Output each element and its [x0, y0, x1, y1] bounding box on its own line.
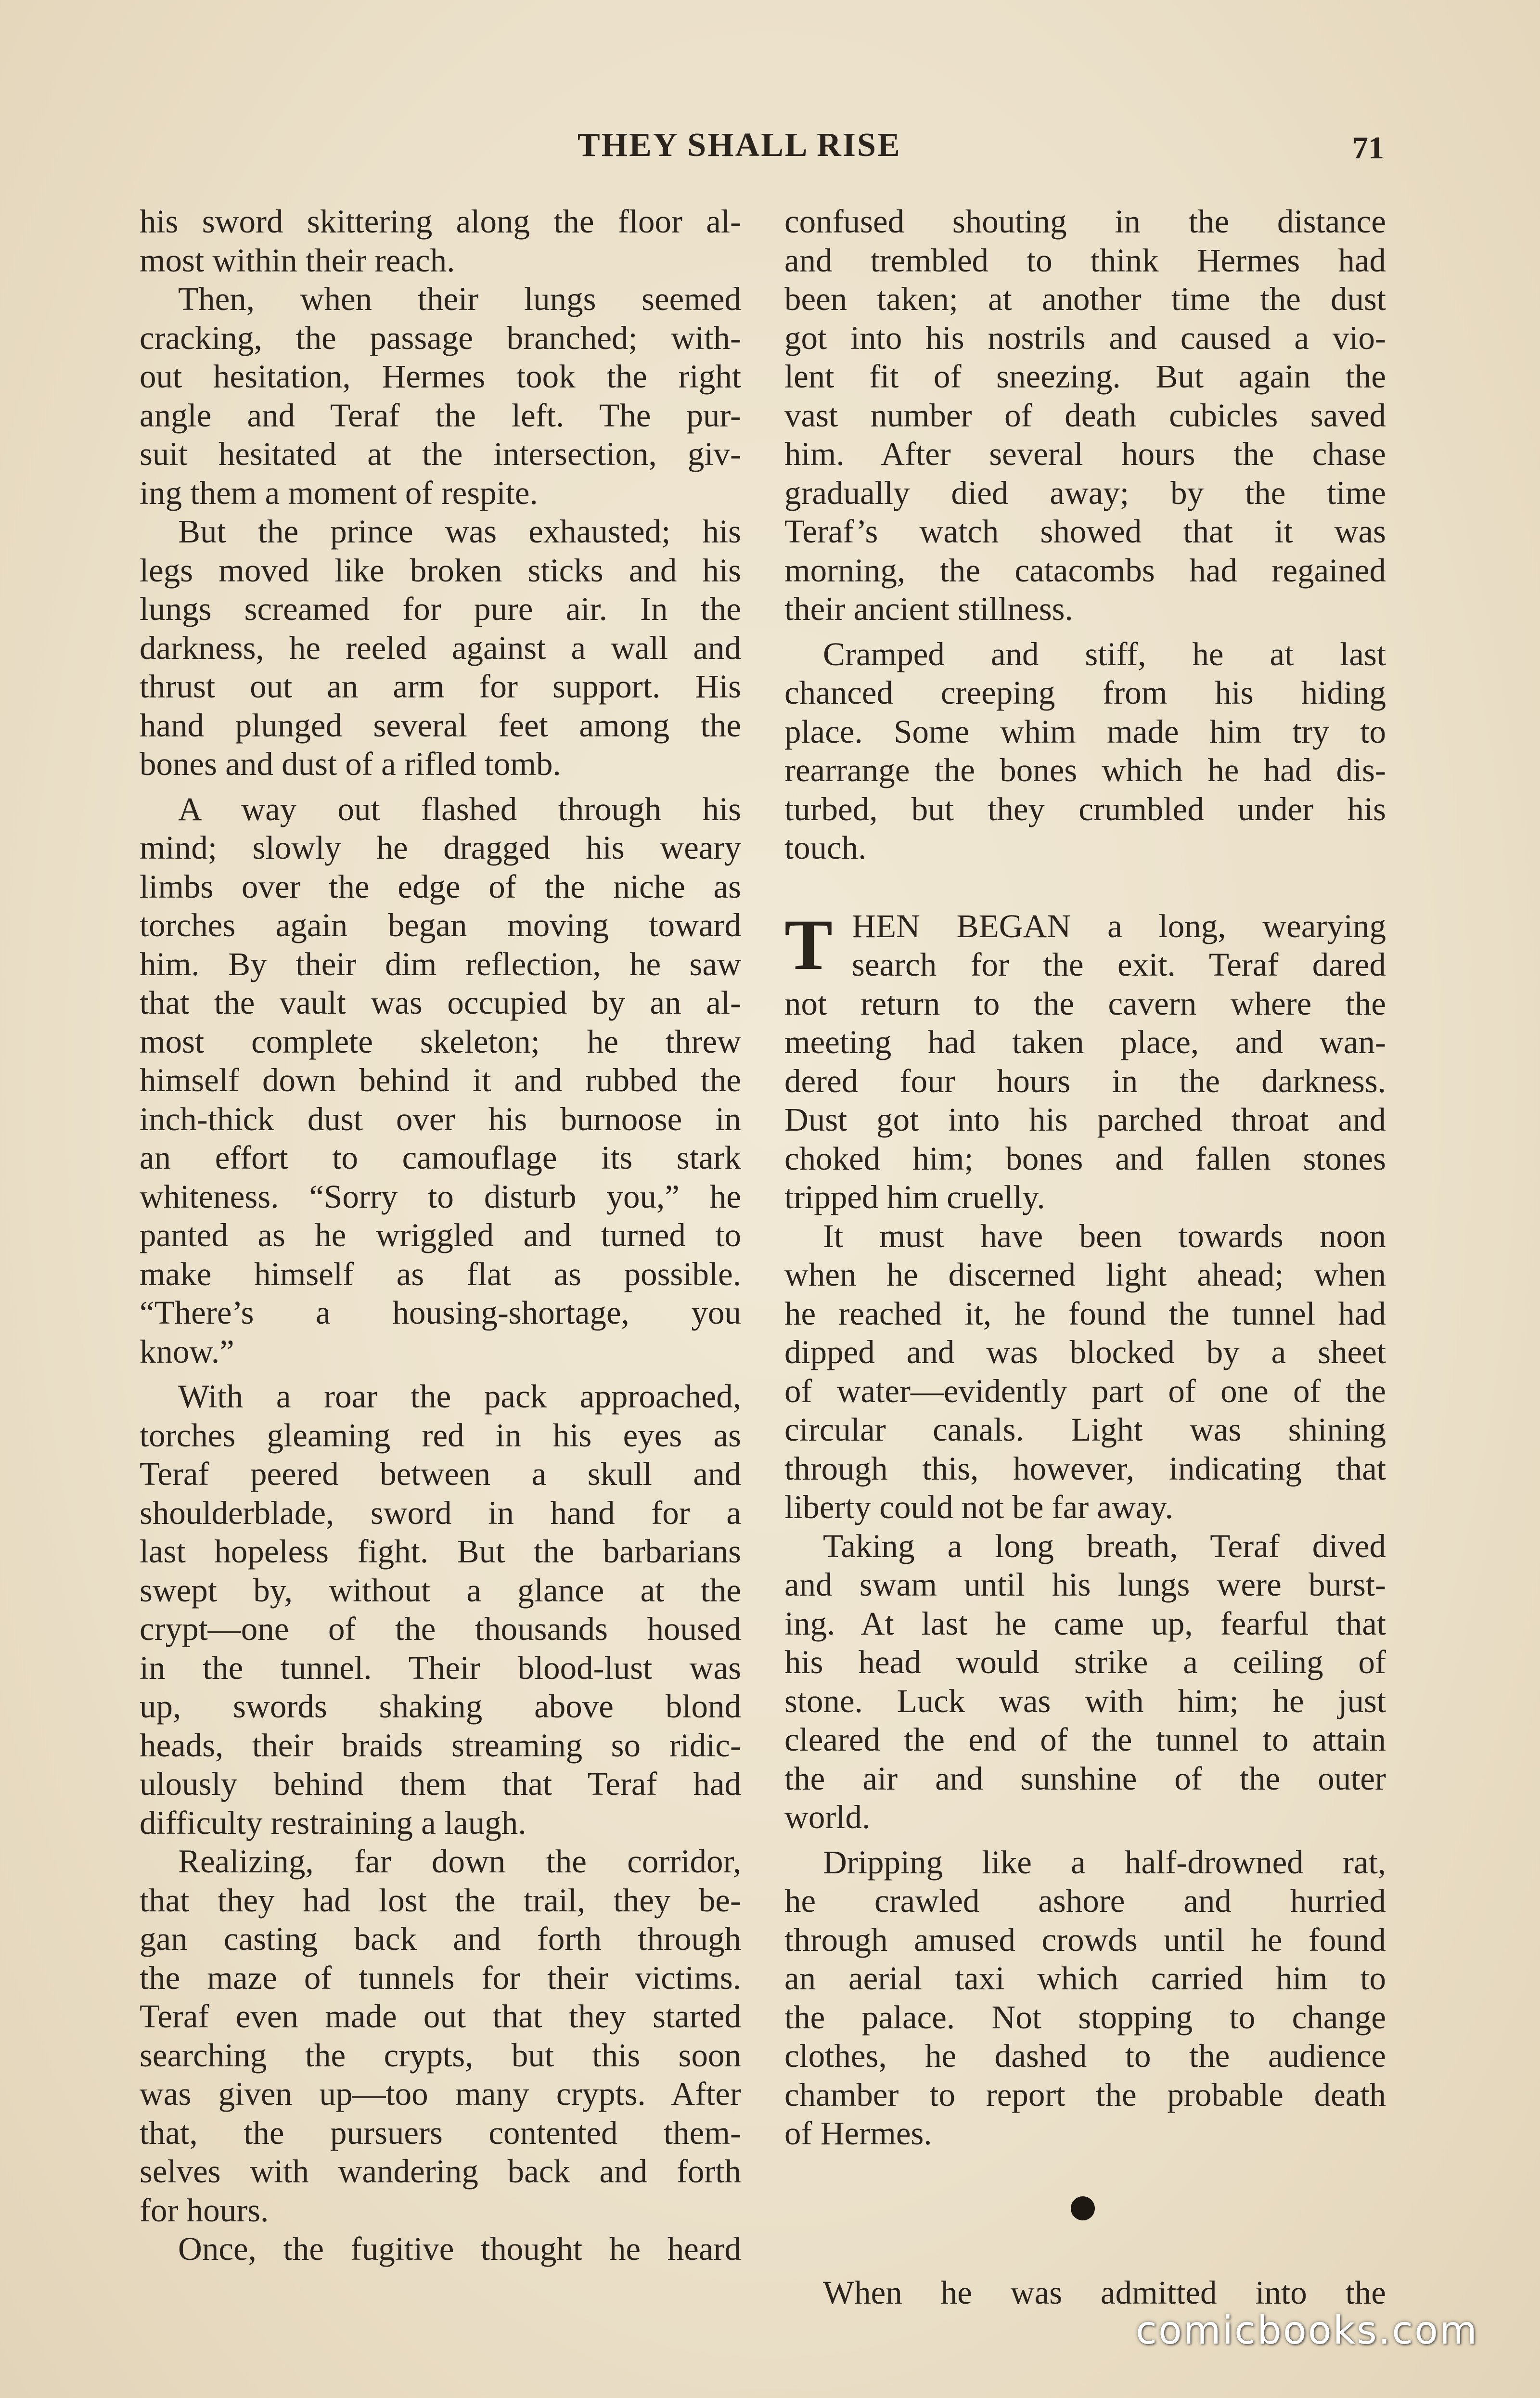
- text-line: he reached it, he found the tunnel had: [784, 1295, 1386, 1332]
- text-line: lungs screamed for pure air. In the: [140, 591, 741, 627]
- text-line: an aerial taxi which carried him to: [784, 1960, 1386, 1997]
- text-line: make himself as flat as possible.: [140, 1255, 741, 1292]
- text-line: hand plunged several feet among the: [140, 707, 741, 744]
- text-line: Cramped and stiff, he at last: [823, 635, 1386, 672]
- text-line: last hopeless fight. But the barbarians: [140, 1533, 741, 1570]
- text-line: vast number of death cubicles saved: [784, 397, 1386, 434]
- text-line: that the vault was occupied by an al-: [140, 984, 741, 1021]
- text-line: in the tunnel. Their blood-lust was: [140, 1649, 741, 1686]
- text-line: world.: [784, 1799, 871, 1835]
- text-line: for hours.: [140, 2192, 269, 2229]
- text-line: up, swords shaking above blond: [140, 1688, 741, 1725]
- text-line: difficulty restraining a laugh.: [140, 1804, 526, 1841]
- text-line: their ancient stillness.: [784, 591, 1073, 627]
- text-line: Teraf even made out that they started: [140, 1998, 741, 2035]
- text-line: and swam until his lungs were burst-: [784, 1566, 1386, 1603]
- text-line: darkness, he reeled against a wall and: [140, 629, 741, 666]
- text-line: limbs over the edge of the niche as: [140, 868, 741, 905]
- text-line: Taking a long breath, Teraf dived: [823, 1527, 1386, 1564]
- text-line: cracking, the passage branched; with-: [140, 319, 741, 356]
- text-line: angle and Teraf the left. The pur-: [140, 397, 741, 434]
- text-line: circular canals. Light was shining: [784, 1411, 1386, 1448]
- text-line: the maze of tunnels for their victims.: [140, 1959, 741, 1996]
- text-line: Dust got into his parched throat and: [784, 1101, 1386, 1138]
- text-line: chamber to report the probable death: [784, 2076, 1386, 2113]
- text-line: when he discerned light ahead; when: [784, 1256, 1386, 1293]
- text-line: When he was admitted into the: [823, 2274, 1386, 2311]
- right-text-column: [784, 202, 1386, 2312]
- section-break: [784, 2153, 1386, 2273]
- section-break-bullet-icon: [1071, 2196, 1095, 2220]
- text-line: HEN BEGAN a long, wearying: [852, 907, 1386, 944]
- text-line: Teraf’s watch showed that it was: [784, 513, 1386, 550]
- text-line: himself down behind it and rubbed the: [140, 1062, 741, 1098]
- text-line: mind; slowly he dragged his weary: [140, 829, 741, 866]
- watermark: comicbooks.com: [1136, 2308, 1479, 2353]
- text-line: know.”: [140, 1333, 234, 1370]
- text-line: thrust out an arm for support. His: [140, 668, 741, 705]
- text-line: touch.: [784, 829, 867, 866]
- text-line: most complete skeleton; he threw: [140, 1023, 741, 1060]
- text-line: searching the crypts, but this soon: [140, 2037, 741, 2074]
- text-line: Teraf peered between a skull and: [140, 1456, 741, 1492]
- text-line: crypt—one of the thousands housed: [140, 1611, 741, 1647]
- text-line: It must have been towards noon: [823, 1217, 1386, 1254]
- text-line: suit hesitated at the intersection, giv-: [140, 436, 741, 472]
- text-line: clothes, he dashed to the audience: [784, 2037, 1386, 2074]
- text-line: his sword skittering along the floor al-: [140, 203, 741, 240]
- text-line: choked him; bones and fallen stones: [784, 1140, 1386, 1177]
- text-line: meeting had taken place, and wan-: [784, 1024, 1386, 1060]
- text-line: Dripping like a half-drowned rat,: [823, 1844, 1386, 1881]
- text-line: the air and sunshine of the outer: [784, 1760, 1386, 1797]
- text-line: and trembled to think Hermes had: [784, 242, 1386, 279]
- text-line: cleared the end of the tunnel to attain: [784, 1721, 1386, 1758]
- text-line: legs moved like broken sticks and his: [140, 552, 741, 589]
- text-line: the palace. Not stopping to change: [784, 1998, 1386, 2036]
- text-line: confused shouting in the distance: [784, 203, 1386, 240]
- text-line: But the prince was exhausted; his: [178, 513, 741, 550]
- text-line: torches gleaming red in his eyes as: [140, 1417, 741, 1454]
- text-line: most within their reach.: [140, 242, 455, 279]
- text-line: an effort to camouflage its stark: [140, 1139, 741, 1176]
- text-line: With a roar the pack approached,: [178, 1378, 741, 1415]
- page-number: 71: [1352, 130, 1384, 166]
- text-line: bones and dust of a rifled tomb.: [140, 746, 561, 782]
- text-line: not return to the cavern where the: [784, 985, 1386, 1022]
- text-line: been taken; at another time the dust: [784, 281, 1386, 317]
- text-line: whiteness. “Sorry to disturb you,” he: [140, 1178, 741, 1215]
- text-line: through amused crowds until he found: [784, 1921, 1386, 1958]
- text-line: swept by, without a glance at the: [140, 1572, 741, 1609]
- text-line: stone. Luck was with him; he just: [784, 1682, 1386, 1719]
- text-line: dered four hours in the darkness.: [784, 1062, 1386, 1099]
- text-line: lent fit of sneezing. But again the: [784, 358, 1386, 395]
- text-line: chanced creeping from his hiding: [784, 674, 1386, 711]
- text-line: Then, when their lungs seemed: [178, 281, 741, 317]
- text-line: was given up—too many crypts. After: [140, 2076, 741, 2112]
- text-line: inch-thick dust over his burnoose in: [140, 1100, 741, 1137]
- text-line: dipped and was blocked by a sheet: [784, 1334, 1386, 1370]
- text-line: morning, the catacombs had regained: [784, 552, 1386, 589]
- text-line: place. Some whim made him try to: [784, 713, 1386, 750]
- left-text-column: [140, 202, 741, 2269]
- drop-cap: T: [784, 904, 833, 985]
- text-line: that they had lost the trail, they be-: [140, 1882, 741, 1919]
- text-line: gan casting back and forth through: [140, 1921, 741, 1957]
- text-line: A way out flashed through his: [178, 790, 741, 827]
- text-line: Once, the fugitive thought he heard: [178, 2230, 741, 2267]
- text-line: ulously behind them that Teraf had: [140, 1766, 741, 1802]
- text-line: Realizing, far down the corridor,: [178, 1843, 741, 1880]
- running-header-title: THEY SHALL RISE: [578, 127, 901, 164]
- text-line: torches again began moving toward: [140, 907, 741, 943]
- text-line: liberty could not be far away.: [784, 1489, 1173, 1525]
- text-line: “There’s a housing-shortage, you: [140, 1294, 741, 1331]
- text-line: tripped him cruelly.: [784, 1179, 1045, 1215]
- text-line: ing. At last he came up, fearful that: [784, 1605, 1386, 1642]
- text-line: turbed, but they crumbled under his: [784, 790, 1386, 827]
- text-line: search for the exit. Teraf dared: [852, 946, 1386, 983]
- text-line: he crawled ashore and hurried: [784, 1882, 1386, 1919]
- text-line: that, the pursuers contented them-: [140, 2114, 741, 2151]
- text-line: got into his nostrils and caused a vio-: [784, 319, 1386, 356]
- text-line: him. After several hours the chase: [784, 436, 1386, 472]
- text-line: his head would strike a ceiling of: [784, 1644, 1386, 1680]
- text-line: gradually died away; by the time: [784, 474, 1386, 511]
- text-line: of water—evidently part of one of the: [784, 1372, 1386, 1409]
- text-line: through this, however, indicating that: [784, 1450, 1386, 1487]
- text-line: of Hermes.: [784, 2115, 932, 2152]
- text-line: rearrange the bones which he had dis-: [784, 752, 1386, 788]
- text-line: him. By their dim reflection, he saw: [140, 945, 741, 982]
- text-line: heads, their braids streaming so ridic-: [140, 1727, 741, 1764]
- text-line: ing them a moment of respite.: [140, 474, 538, 511]
- text-line: selves with wandering back and forth: [140, 2153, 741, 2190]
- text-line: shoulderblade, sword in hand for a: [140, 1494, 741, 1531]
- text-line: out hesitation, Hermes took the right: [140, 358, 741, 395]
- text-line: panted as he wriggled and turned to: [140, 1217, 741, 1253]
